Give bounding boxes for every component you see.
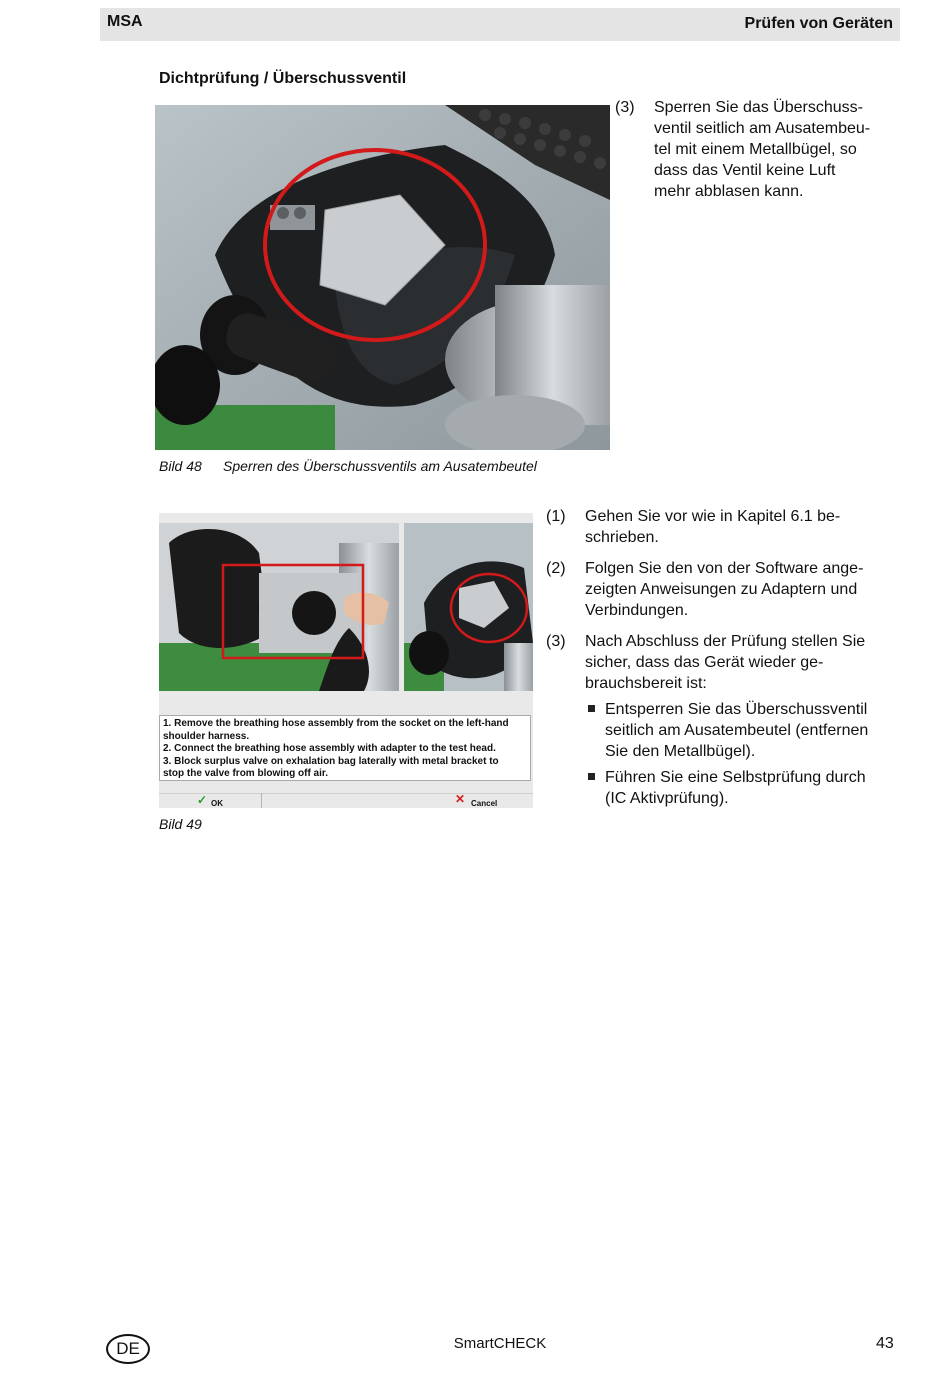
figure-49-caption-label: Bild 49 xyxy=(159,816,202,832)
dialog-line: 1. Remove the breathing hose assembly from the socket on the left-hand xyxy=(163,718,509,729)
figure-49-photos xyxy=(159,513,533,691)
step-top-line: ventil seitlich am Ausatembeu- xyxy=(654,120,871,137)
figure-48-illustration xyxy=(155,105,610,450)
step-3-line: brauchsbereit ist: xyxy=(585,675,707,692)
figure-49-screenshot xyxy=(159,513,533,808)
figure-48-photo xyxy=(155,105,610,450)
step-top-line: tel mit einem Metallbügel, so xyxy=(654,141,857,158)
bullet-1-line: Entsperren Sie das Überschussventil xyxy=(605,701,868,718)
step-3-text xyxy=(585,631,895,694)
step-3-line: Nach Abschluss der Prüfung stellen Sie xyxy=(585,633,866,650)
x-icon: ✕ xyxy=(455,792,466,806)
step-top-line: Sperren Sie das Überschuss- xyxy=(654,99,863,116)
check-icon: ✓ xyxy=(197,793,208,807)
bullet-1-line: Sie den Metallbügel). xyxy=(605,743,756,760)
dialog-ok-button[interactable] xyxy=(161,793,262,808)
step-1-line: schrieben. xyxy=(585,529,659,546)
dialog-line: 3. Block surplus valve on exhalation bag laterally with metal bracket to xyxy=(163,755,499,767)
step-top-number: (3) xyxy=(615,99,635,116)
dialog-line: shoulder harness. xyxy=(163,730,250,742)
dialog-instructions-box xyxy=(159,715,531,781)
bullet-1-text xyxy=(605,699,900,762)
step-3-line: sicher, dass das Gerät wieder ge- xyxy=(585,654,824,671)
step-3-number: (3) xyxy=(546,633,566,650)
header-chapter: Prüfen von Geräten xyxy=(744,15,893,32)
step-2-line: Folgen Sie den von der Software ange- xyxy=(585,560,864,577)
step-2-number: (2) xyxy=(546,560,566,577)
bullet-2-text xyxy=(605,767,900,809)
step-1-line: Gehen Sie vor wie in Kapitel 6.1 be- xyxy=(585,508,841,525)
footer-product: SmartCHECK xyxy=(453,1335,547,1352)
language-badge: DE xyxy=(106,1334,150,1364)
bullet-2-line: (IC Aktivprüfung). xyxy=(605,790,729,807)
dialog-line: 2. Connect the breathing hose assembly with adapter to the test head. xyxy=(163,743,496,754)
step-2-text xyxy=(585,558,895,621)
dialog-line: stop the valve from blowing off air. xyxy=(163,768,329,779)
step-top-line: mehr abblasen kann. xyxy=(654,183,804,200)
step-2-line: Verbindungen. xyxy=(585,602,689,619)
figure-48-caption-text: Sperren des Überschussventils am Ausatembeutel xyxy=(223,458,537,474)
step-top-line: dass das Ventil keine Luft xyxy=(654,162,836,179)
dialog-cancel-button[interactable] xyxy=(441,793,531,808)
step-1-number: (1) xyxy=(546,508,566,525)
header-brand: MSA xyxy=(107,13,143,30)
bullet-marker xyxy=(588,705,595,712)
dialog-cancel-label: Cancel xyxy=(471,799,498,808)
step-2-line: zeigten Anweisungen zu Adaptern und xyxy=(585,581,858,598)
bullet-1-line: seitlich am Ausatembeutel (entfernen xyxy=(605,722,869,739)
step-top-text xyxy=(654,97,899,202)
page-number: 43 xyxy=(876,1335,894,1352)
dialog-ok-label: OK xyxy=(211,799,223,808)
bullet-marker xyxy=(588,773,595,780)
step-1-text xyxy=(585,506,895,548)
section-title: Dichtprüfung / Überschussventil xyxy=(159,70,407,87)
figure-48-caption-label: Bild 48 xyxy=(159,458,202,474)
bullet-2-line: Führen Sie eine Selbstprüfung durch xyxy=(605,769,866,786)
